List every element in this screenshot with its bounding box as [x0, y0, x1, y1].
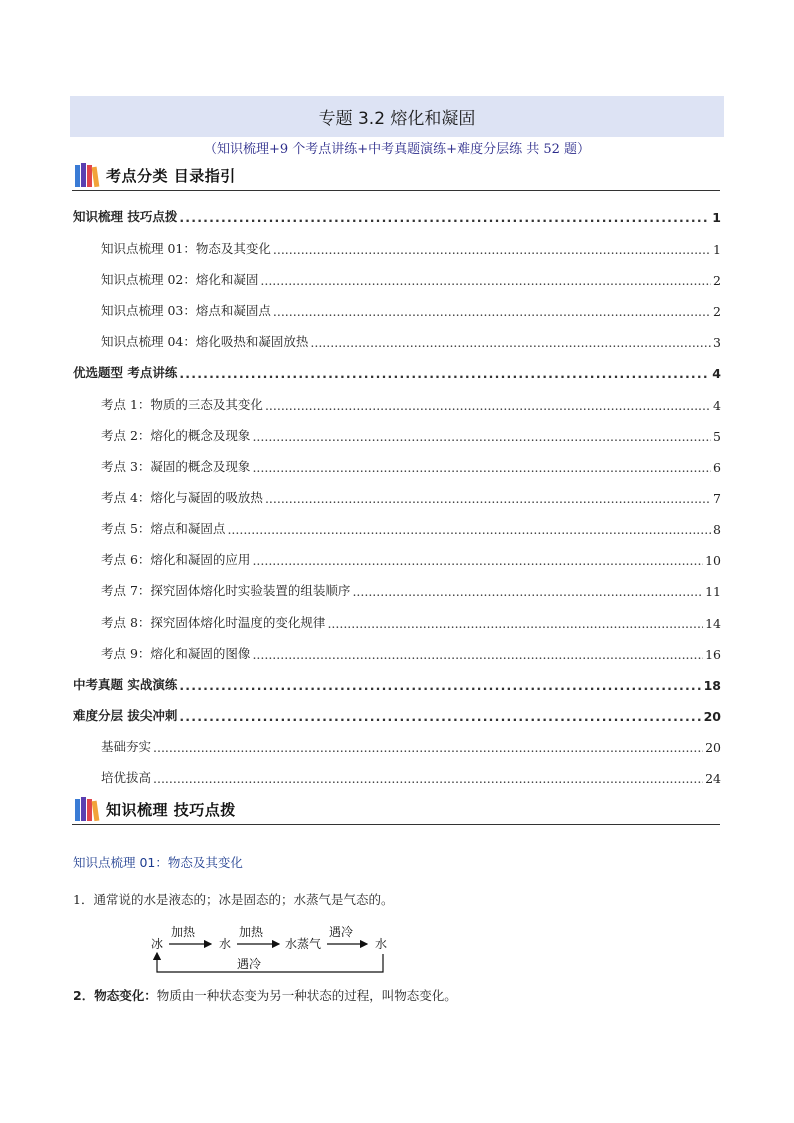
toc-entry-text: 中考真题 实战演练	[73, 677, 178, 692]
toc-entry[interactable]	[101, 581, 721, 599]
toc-entry-text: 考点 5：熔点和凝固点	[101, 521, 226, 536]
toc-leader-dots	[179, 210, 710, 225]
state-change-term: 2．物态变化：	[73, 988, 157, 1003]
toc-entry-text: 知识点梳理 02：熔化和凝固	[101, 272, 259, 287]
state-change-definition: 物质由一种状态变为另一种状态的过程，叫物态变化。	[156, 988, 457, 1003]
toc-leader-dots	[179, 366, 710, 381]
paragraph-states: 1．通常说的水是液态的；冰是固态的；水蒸气是气态的。	[73, 892, 394, 907]
toc-entry[interactable]	[101, 270, 721, 288]
toc-entry-page: 1	[713, 242, 721, 257]
knowledge-section-header	[72, 796, 720, 825]
toc-entry-page: 2	[713, 304, 721, 319]
knowledge-point-title: 知识点梳理 01：物态及其变化	[73, 855, 243, 870]
toc-entry-page: 18	[703, 678, 721, 693]
toc-leader-dots	[179, 678, 701, 693]
books-icon	[74, 162, 102, 188]
toc-entry-text: 知识点梳理 03：熔点和凝固点	[101, 303, 271, 318]
ice-label: 冰	[151, 937, 164, 951]
toc-entry-text: 考点 9：熔化和凝固的图像	[101, 646, 251, 661]
toc-entry-page: 1	[712, 210, 721, 225]
toc-entry[interactable]	[101, 768, 721, 786]
toc-entry-page: 20	[705, 740, 721, 755]
toc-entry[interactable]	[73, 675, 721, 693]
toc-entry-page: 20	[703, 709, 721, 724]
toc-entry-text: 考点 2：熔化的概念及现象	[101, 428, 251, 443]
toc-entry[interactable]	[101, 301, 721, 319]
toc-leader-dots	[352, 584, 703, 599]
toc-entry[interactable]	[73, 706, 721, 724]
page-subtitle: （知识梳理+9 个考点讲练+中考真题演练+难度分层练 共 52 题）	[203, 142, 591, 157]
toc-leader-dots	[252, 429, 711, 444]
toc-leader-dots	[327, 616, 703, 631]
toc-leader-dots	[252, 460, 711, 475]
toc-entry[interactable]	[101, 737, 721, 755]
toc-leader-dots	[260, 273, 711, 288]
toc-entry-page: 5	[713, 429, 721, 444]
toc-entry[interactable]	[101, 613, 721, 631]
toc-entry-page: 6	[713, 460, 721, 475]
toc-entry-text: 难度分层 拔尖冲刺	[73, 708, 178, 723]
toc-leader-dots	[310, 335, 711, 350]
toc-leader-dots	[179, 709, 701, 724]
toc-leader-dots	[252, 553, 703, 568]
toc-entry-page: 10	[705, 553, 721, 568]
books-icon	[74, 796, 102, 822]
toc-leader-dots	[273, 304, 711, 319]
toc-entry-page: 7	[713, 491, 721, 506]
toc-entry-page: 3	[713, 335, 721, 350]
toc-entry-page: 4	[712, 366, 721, 381]
page-title: 专题 3.2 熔化和凝固	[70, 96, 724, 137]
toc-entry-page: 2	[713, 273, 721, 288]
toc-leader-dots	[227, 522, 711, 537]
toc-entry-text: 基础夯实	[101, 739, 152, 754]
cool-label-1: 遇冷	[329, 925, 354, 939]
cool-label-2: 遇冷	[237, 957, 262, 971]
toc-leader-dots	[265, 398, 711, 413]
toc-entry[interactable]	[101, 426, 721, 444]
steam-label: 水蒸气	[285, 937, 322, 951]
toc-section-header	[72, 162, 720, 191]
toc-entry[interactable]	[101, 488, 721, 506]
toc-entry[interactable]	[101, 239, 721, 257]
toc-entry-text: 考点 4：熔化与凝固的吸放热	[101, 490, 263, 505]
toc-entry-page: 16	[705, 647, 721, 662]
toc-entry-text: 考点 8：探究固体熔化时温度的变化规律	[101, 615, 326, 630]
toc-entry-page: 24	[705, 771, 721, 786]
toc-leader-dots	[153, 771, 703, 786]
toc-entry[interactable]	[101, 332, 721, 350]
toc-entry[interactable]	[73, 363, 721, 381]
heat-label-1: 加热	[171, 925, 196, 939]
toc-entry-text: 知识梳理 技巧点拨	[73, 209, 178, 224]
toc-entry-text: 考点 6：熔化和凝固的应用	[101, 552, 251, 567]
toc-leader-dots	[265, 491, 711, 506]
toc-leader-dots	[153, 740, 703, 755]
toc-heading: 考点分类 目录指引	[106, 167, 236, 185]
toc-entry-text: 培优拔高	[101, 770, 152, 785]
toc-entry-page: 4	[713, 398, 721, 413]
toc-entry-text: 考点 1：物质的三态及其变化	[101, 397, 263, 412]
toc-leader-dots	[252, 647, 703, 662]
arrow-cool-return	[157, 953, 383, 972]
paragraph-state-change	[73, 986, 457, 1004]
toc-entry-text: 考点 7：探究固体熔化时实验装置的组装顺序	[101, 583, 351, 598]
state-change-diagram	[145, 920, 405, 978]
heat-label-2: 加热	[239, 925, 264, 939]
toc-entry-text: 优选题型 考点讲练	[73, 365, 178, 380]
toc-entry-text: 知识点梳理 01：物态及其变化	[101, 241, 271, 256]
toc-entry-page: 11	[705, 584, 721, 599]
toc-entry-text: 知识点梳理 04：熔化吸热和凝固放热	[101, 334, 309, 349]
toc-entry[interactable]	[101, 519, 721, 537]
toc-leader-dots	[273, 242, 711, 257]
toc-entry[interactable]	[101, 644, 721, 662]
toc-entry-page: 8	[713, 522, 721, 537]
toc-entry[interactable]	[101, 550, 721, 568]
toc-entry[interactable]	[73, 207, 721, 225]
toc-entry-page: 14	[705, 616, 721, 631]
knowledge-heading: 知识梳理 技巧点拨	[106, 801, 236, 819]
toc-entry[interactable]	[101, 395, 721, 413]
water-label: 水	[219, 937, 232, 951]
toc-entry-text: 考点 3：凝固的概念及现象	[101, 459, 251, 474]
water-label-2: 水	[375, 937, 388, 951]
toc-entry[interactable]	[101, 457, 721, 475]
